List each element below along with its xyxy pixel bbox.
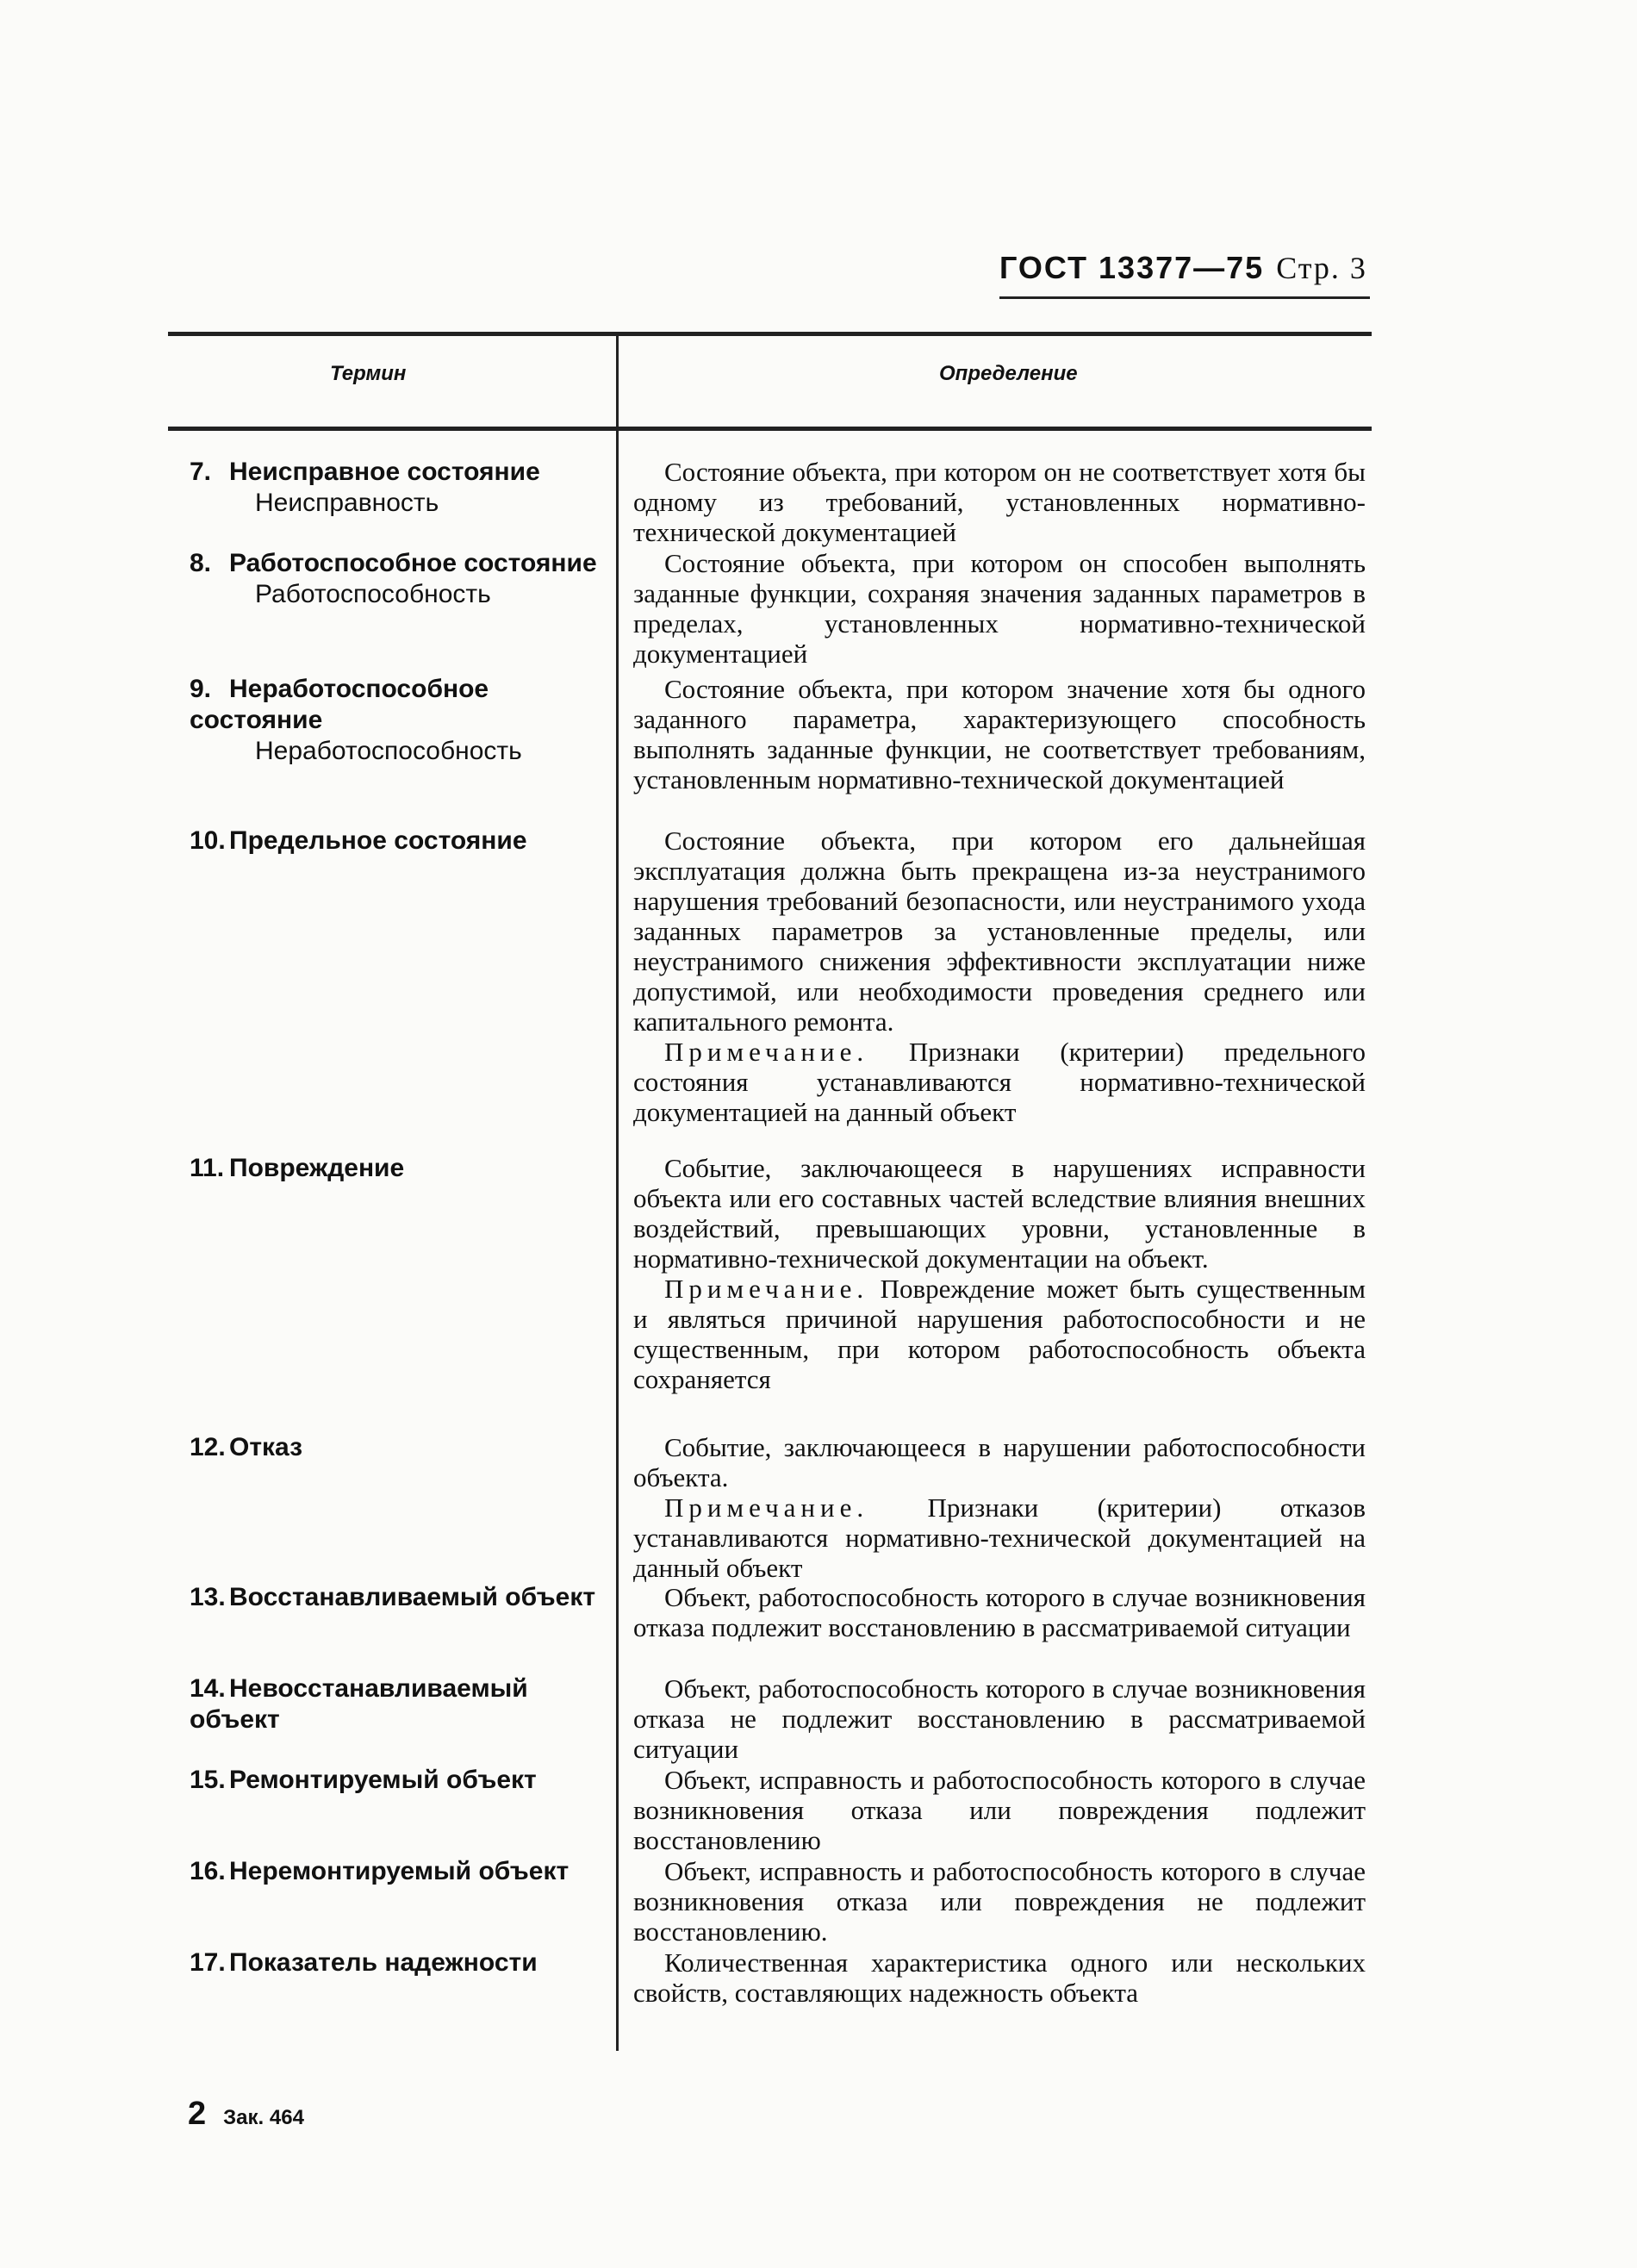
definition-text: Событие, заключающееся в нарушениях исправности объекта или его составных частей вследствие влияния внешних воздействий, превышающих уровни, установленные в нормативно-технической документации на объект. — [633, 1153, 1366, 1274]
definition-note — [633, 1274, 1366, 1394]
definition-cell — [633, 1765, 1366, 1855]
term-synonym: Неработоспособность — [255, 737, 522, 765]
term-cell — [190, 1856, 612, 1887]
term-name: Неисправное состояние — [229, 458, 540, 486]
note-label: Примечание. — [664, 1492, 869, 1523]
column-header-definition: Определение — [939, 362, 1078, 385]
note-text: Признаки (критерии) отказов устанавливаются нормативно-технической документацией на данный объект — [633, 1492, 1366, 1583]
page-footer — [188, 2096, 304, 2133]
note-text: Признаки (критерии) предельного состояния устанавливаются нормативно-технической документацией на данный объект — [633, 1037, 1366, 1127]
definition-cell — [633, 548, 1366, 669]
term-name: Показатель надежности — [229, 1948, 538, 1977]
definition-text: Объект, исправность и работоспособность которого в случае возникновения отказа или повреждения подлежит восстановлению — [633, 1765, 1366, 1855]
note-label: Примечание. — [664, 1037, 869, 1067]
term-cell — [190, 1765, 612, 1796]
definition-text: Событие, заключающееся в нарушении работоспособности объекта. — [633, 1432, 1366, 1492]
term-number: 17. — [190, 1948, 226, 1977]
term-name: Повреждение — [229, 1154, 405, 1182]
definition-cell — [633, 826, 1366, 1127]
term-cell — [190, 1947, 612, 1978]
table-top-rule — [168, 332, 1372, 336]
term-cell — [190, 1673, 612, 1735]
definition-cell — [633, 457, 1366, 547]
term-name: Неработоспособное состояние — [190, 675, 489, 734]
header-rule — [999, 296, 1370, 299]
note-label: Примечание. — [664, 1274, 869, 1304]
term-cell — [190, 1582, 612, 1613]
term-name: Предельное состояние — [229, 826, 527, 855]
term-number: 8. — [190, 549, 212, 577]
term-number: 16. — [190, 1857, 226, 1885]
definition-text: Объект, работоспособность которого в случае возникновения отказа не подлежит восстановлению в рассматриваемой ситуации — [633, 1673, 1366, 1764]
term-name: Ремонтируемый объект — [229, 1766, 537, 1794]
term-number: 13. — [190, 1583, 226, 1611]
term-synonym: Работоспособность — [255, 580, 491, 608]
definition-cell — [633, 1673, 1366, 1764]
standard-number: ГОСТ 13377—75 — [999, 250, 1265, 285]
term-cell — [190, 1153, 612, 1184]
term-cell — [190, 457, 612, 519]
definition-text: Объект, работоспособность которого в случае возникновения отказа подлежит восстановлению в рассматриваемой ситуации — [633, 1582, 1366, 1642]
page-number: Стр. 3 — [1276, 251, 1367, 285]
term-name: Отказ — [229, 1433, 303, 1461]
term-number: 11. — [190, 1154, 225, 1182]
definition-text: Количественная характеристика одного или нескольких свойств, составляющих надежность объекта — [633, 1947, 1366, 2008]
term-number: 12. — [190, 1433, 226, 1461]
term-number: 14. — [190, 1674, 226, 1703]
term-number: 10. — [190, 826, 226, 855]
definition-text: Объект, исправность и работоспособность которого в случае возникновения отказа или повреждения не подлежит восстановлению. — [633, 1856, 1366, 1947]
term-cell — [190, 548, 612, 610]
term-synonym: Неисправность — [255, 489, 439, 517]
term-cell — [190, 674, 612, 767]
definition-cell — [633, 1582, 1366, 1642]
definition-text: Состояние объекта, при котором значение хотя бы одного заданного параметра, характеризующего способность выполнять заданные функции, не соответствует требованиям, установленным нормативно-технической документацией — [633, 674, 1366, 794]
term-number: 15. — [190, 1766, 226, 1794]
definition-cell — [633, 1947, 1366, 2008]
footer-page-number: 2 — [188, 2096, 207, 2132]
term-cell — [190, 1432, 612, 1463]
column-header-term: Термин — [330, 362, 407, 385]
table-header-rule — [168, 427, 1372, 431]
definition-cell — [633, 1856, 1366, 1947]
term-name: Неремонтируемый объект — [229, 1857, 570, 1885]
definition-cell — [633, 674, 1366, 794]
definition-text: Состояние объекта, при котором он не соответствует хотя бы одному из требований, установленных нормативно-технической документацией — [633, 457, 1366, 547]
term-cell — [190, 826, 612, 857]
column-divider — [616, 332, 619, 2051]
page-header — [999, 250, 1367, 286]
definition-note — [633, 1492, 1366, 1583]
definition-text: Состояние объекта, при котором его дальнейшая эксплуатация должна быть прекращена из-за неустранимого нарушения требований безопасности, или неустранимого ухода заданных параметров за установленные пределы, или неустранимого снижения эффективности эксплуатации ниже допустимой, или необходимости проведения среднего или капитального ремонта. — [633, 826, 1366, 1037]
definition-cell — [633, 1432, 1366, 1583]
term-number: 9. — [190, 675, 212, 703]
note-text: Повреждение может быть существенным и являться причиной нарушения работоспособности и не существенным, при котором работоспособность объекта сохраняется — [633, 1274, 1366, 1394]
term-name: Восстанавливаемый объект — [229, 1583, 596, 1611]
term-number: 7. — [190, 458, 212, 486]
definition-cell — [633, 1153, 1366, 1394]
footer-order-number: Зак. 464 — [223, 2106, 304, 2129]
definition-text: Состояние объекта, при котором он способен выполнять заданные функции, сохраняя значения заданных параметров в пределах, установленных нормативно-технической документацией — [633, 548, 1366, 669]
term-name: Невосстанавливаемый объект — [190, 1674, 528, 1734]
definition-note — [633, 1037, 1366, 1127]
term-name: Работоспособное состояние — [229, 549, 597, 577]
